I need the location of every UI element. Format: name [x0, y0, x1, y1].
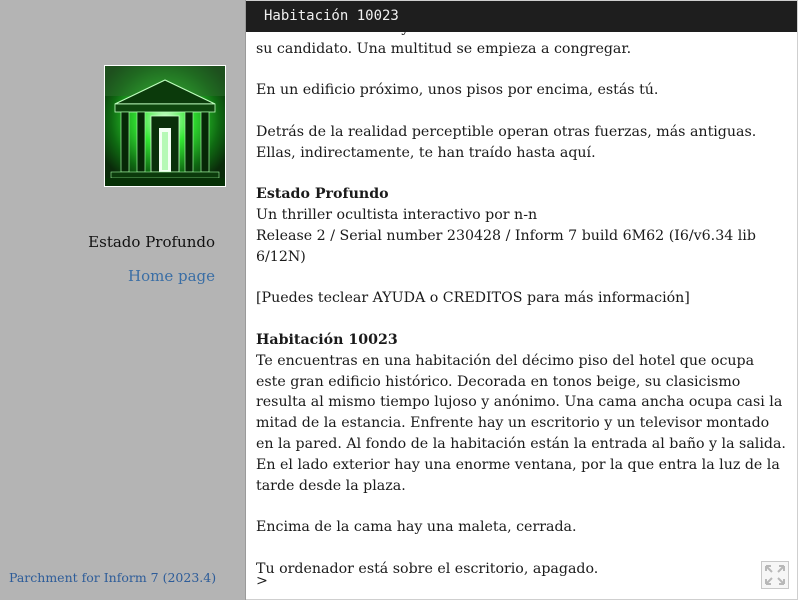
- story-window: [246, 0, 798, 600]
- sidebar-game-title: Estado Profundo: [88, 233, 215, 251]
- computer-description: Tu ordenador está sobre el escritorio, apagado.: [256, 560, 599, 577]
- cover-art-temple: [105, 66, 225, 186]
- room-description: Te encuentras en una habitación del décimo piso del hotel que ocupa este gran edificio histórico. Decorada en tonos beige, su clasicismo resulta al mismo tiempo lujoso y anónimo. Una cama ancha ocupa casi la mitad de la estancia. Enfrente hay un escritorio y un televisor montado en la pared. Al fondo de la habitación están la entrada al baño y la salida. En el lado exterior hay una enorme ventana, por la que entra la luz de la tarde desde la plaza.: [256, 352, 786, 494]
- prompt-symbol: >: [256, 573, 268, 589]
- story-paragraph-building: En un edificio próximo, unos pisos por encima, estás tú.: [256, 82, 659, 99]
- story-text: [256, 1, 786, 600]
- story-paragraph-forces: Detrás de la realidad perceptible operan otras fuerzas, más antiguas. Ellas, indirectamente, te han traído hasta aquí.: [256, 123, 757, 161]
- banner-subtitle: Un thriller ocultista interactivo por n-n: [256, 207, 538, 224]
- parchment-credit-link[interactable]: Parchment for Inform 7 (2023.4): [9, 570, 217, 585]
- banner-release: Release 2 / Serial number 230428 / Inform 7 build 6M62 (I6/v6.34 lib 6/12N): [256, 227, 756, 265]
- cover-image: [104, 65, 226, 187]
- suitcase-description: Encima de la cama hay una maleta, cerrada.: [256, 519, 577, 536]
- status-bar: [246, 1, 797, 32]
- command-input[interactable]: [268, 573, 712, 589]
- home-page-link[interactable]: Home page: [127, 267, 215, 285]
- sidebar: [0, 0, 246, 600]
- status-location: Habitación 10023: [264, 8, 399, 24]
- command-line: [256, 573, 712, 589]
- room-title: Habitación 10023: [256, 331, 398, 348]
- banner-title: Estado Profundo: [256, 186, 389, 203]
- expand-icon[interactable]: [761, 561, 789, 589]
- help-hint: [Puedes teclear AYUDA o CREDITOS para más información]: [256, 290, 690, 307]
- story-paragraph-intro: su candidato. Una multitud se empieza a congregar.: [256, 40, 632, 57]
